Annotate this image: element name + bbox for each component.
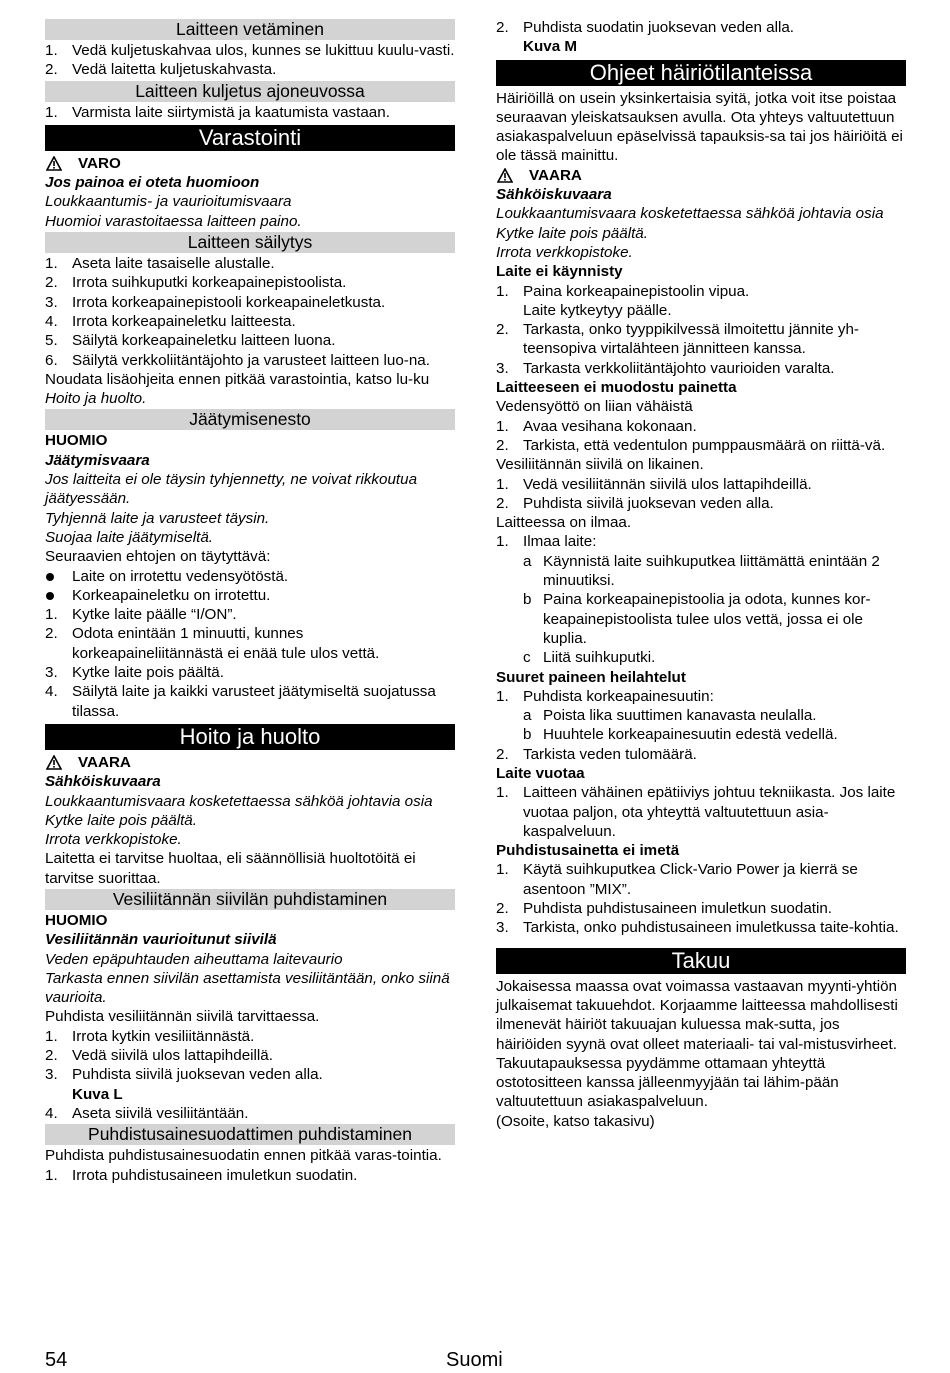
text-line: Kytke laite pois päältä. — [45, 811, 197, 829]
list-item — [45, 605, 455, 624]
bullet-item — [45, 586, 455, 605]
sublist-item — [496, 706, 906, 725]
text-line: Suojaa laite jäätymiseltä. — [45, 528, 213, 546]
notice-label: HUOMIO — [45, 432, 108, 450]
list-item — [496, 417, 906, 436]
warranty-text: Jokaisessa maassa ovat voimassa vastaavan myynti-yhtiön julkaisemat takuuehdot. Korjaamme laitteessa mahdollisesti ilmenevät häiriöt takuuajan kuluessa mak-sutta, jos häiriöiden syynä ovat olleet materiaali- tai val-mistusvirheet. Takuutapauksessa pyydämme ottamaan yhteyttä ostotositteen kanssa jälleenmyyjään tai lähim-pään valtuutettuun asiakaspalveluun. — [496, 977, 898, 1111]
notice-label: HUOMIO — [45, 911, 108, 929]
list-item-number: 3. — [496, 919, 509, 937]
list-item-text: Puhdista puhdistusaineen imuletkun suodatin. — [523, 900, 833, 918]
list-item-number: 5. — [45, 332, 58, 350]
list-kuljetus — [45, 103, 455, 122]
problem-title: Suuret paineen heilahtelut — [496, 668, 686, 686]
text-line: Irrota verkkopistoke. — [496, 243, 633, 261]
list-item — [496, 282, 906, 301]
list-item-number: a — [523, 552, 532, 570]
list-item-text: Irrota suihkuputki korkeapainepistoolista. — [72, 274, 347, 292]
sublist-item — [496, 725, 906, 744]
list-item — [45, 1166, 455, 1185]
list-item — [496, 359, 906, 378]
list-item-number: b — [523, 726, 532, 744]
list-item-text: Vedä kuljetuskahvaa ulos, kunnes se lukittuu kuulu-vasti. — [72, 42, 455, 59]
list-item-number: 1. — [45, 103, 58, 121]
list-item — [496, 436, 906, 455]
maintenance-text: Laitetta ei tarvitse huoltaa, eli säännöllisiä huoltotöitä ei tarvitse suorittaa. — [45, 850, 416, 887]
list-item-text: Odota enintään 1 minuutti, kunnes korkeapaineliitännästä ei enää tule ulos vettä. — [72, 625, 380, 662]
sublist-item — [496, 552, 906, 591]
list-suodatin — [45, 1166, 455, 1185]
list-item — [45, 624, 455, 663]
list-item — [496, 918, 906, 937]
text-line: Loukkaantumisvaara kosketettaessa sähköä johtavia osia — [45, 792, 433, 810]
warning-triangle-icon — [497, 168, 513, 183]
list-item-number: 4. — [45, 1104, 58, 1122]
list-item-text: Laitteen vähäinen epätiiviys johtuu tekniikasta. Jos laite vuotaa paljon, ota yhteyttä valtuutettuun asia-kaspalveluun. — [523, 784, 896, 840]
cause-text: Vesiliitännän siivilä on likainen. — [496, 456, 704, 474]
list-item-text: Liitä suihkuputki. — [543, 649, 656, 667]
list-item-number: 2. — [45, 61, 58, 79]
list-item-number: 4. — [45, 312, 58, 330]
list-item-text: Aseta laite tasaiselle alustalle. — [72, 255, 275, 273]
list-item-number: 2. — [496, 19, 509, 36]
list-item-text: Avaa vesihana kokonaan. — [523, 417, 697, 435]
heading-laitteen-vetaminen: Laitteen vetäminen — [45, 19, 455, 40]
list-item-text: Käytä suihkuputkea Click-Vario Power ja kierrä se asentoon ”MIX”. — [523, 861, 858, 898]
list-item-number: 2. — [496, 321, 509, 339]
list-item-number: 1. — [496, 784, 509, 802]
list-ei-kaynnisty — [496, 282, 906, 378]
warning-label: VARO — [45, 154, 455, 173]
list-item — [45, 254, 455, 273]
right-column — [496, 18, 906, 1131]
bullet-icon — [46, 592, 54, 600]
cause-text: Laitteessa on ilmaa. — [496, 514, 632, 532]
list-item-number: 1. — [496, 282, 509, 300]
text-line: Huomioi varastoitaessa laitteen paino. — [45, 212, 302, 230]
text-line: Jos laitteita ei ole täysin tyhjennetty, ne voivat rikkoutua jäätyessään. — [45, 471, 418, 508]
list-item — [496, 18, 906, 37]
problem-title: Laitteeseen ei muodostu painetta — [496, 379, 737, 397]
list-item-number: b — [523, 591, 532, 609]
list-item — [496, 301, 906, 320]
notice-title: Jäätymisvaara — [45, 451, 150, 469]
danger-text — [45, 792, 455, 850]
text-line: Tyhjennä laite ja varusteet täysin. — [45, 509, 270, 527]
heading-siivilan-puhdistaminen: Vesiliitännän siivilän puhdistaminen — [45, 889, 455, 910]
footer-language: Suomi — [446, 1349, 503, 1371]
notice-text — [45, 470, 455, 547]
list-item — [45, 41, 455, 60]
list-item-number: 1. — [45, 1027, 58, 1045]
list-item-text: Käynnistä laite suihkuputkea liittämättä enintään 2 minuutiksi. — [543, 552, 880, 590]
list-item — [45, 312, 455, 331]
text-line: Kytke laite pois päältä. — [496, 224, 648, 242]
problem-title: Laite ei käynnisty — [496, 263, 623, 281]
warning-triangle-icon — [46, 755, 62, 770]
list-item-text: Irrota puhdistusaineen imuletkun suodatin. — [72, 1166, 358, 1184]
left-column — [45, 18, 455, 1185]
list-item-number: 2. — [45, 274, 58, 292]
list-item-text: Puhdista suodatin juoksevan veden alla. — [523, 19, 795, 36]
list-item — [45, 273, 455, 292]
list-item-number: 2. — [45, 625, 58, 643]
list-vetaminen — [45, 41, 455, 80]
list-item-number: 1. — [45, 1166, 58, 1184]
list-item-text: Tarkasta, onko tyyppikilvessä ilmoitettu jännite yh-teensopiva virtalähteen jännitteen kanssa. — [523, 321, 859, 358]
list-heilahtelut-cont — [496, 745, 906, 764]
page-number: 54 — [45, 1349, 68, 1371]
list-item-number: 3. — [496, 359, 509, 377]
heading-kuljetus-ajoneuvossa: Laitteen kuljetus ajoneuvossa — [45, 81, 455, 102]
heading-hairiotilanteet: Ohjeet häiriötilanteissa — [496, 60, 906, 86]
strainer-intro: Puhdista vesiliitännän siivilä tarvittaessa. — [45, 1008, 320, 1026]
text-line: Veden epäpuhtauden aiheuttama laitevaurio — [45, 950, 343, 968]
list-item-text: Varmista laite siirtymistä ja kaatumista vastaan. — [72, 103, 390, 121]
list-vuotaa — [496, 783, 906, 841]
list-item-text: Säilytä laite ja kaikki varusteet jäätymiseltä suojatussa tilassa. — [72, 683, 436, 720]
list-item-number: 4. — [45, 683, 58, 701]
list-item — [45, 1027, 455, 1046]
bullet-text: Korkeapaineletku on irrotettu. — [72, 586, 271, 604]
list-item-number: 1. — [45, 606, 58, 624]
list-sailytys — [45, 254, 455, 370]
list-cause-1 — [496, 417, 906, 456]
list-item-text: Ilmaa laite: — [523, 533, 597, 551]
filter-intro: Puhdista puhdistusainesuodatin ennen pitkää varas-tointia. — [45, 1147, 442, 1165]
troubleshooting-intro: Häiriöillä on usein yksinkertaisia syitä, jotka voit itse poistaa seuraavan yleiskatsauksen avulla. Ota yhteys valtuutettuun asiakaspalveluun epäselvissä tapauksis-sa tai jos häiriöitä ei ole tässä mainittu. — [496, 89, 903, 165]
list-item — [496, 475, 906, 494]
list-cause-2 — [496, 475, 906, 514]
cause-text: Vedensyöttö on liian vähäistä — [496, 398, 693, 416]
list-item — [45, 1046, 455, 1065]
figure-reference: Kuva M — [523, 38, 578, 56]
list-item-number: 2. — [496, 436, 509, 454]
list-item-text: Irrota kytkin vesiliitännästä. — [72, 1027, 255, 1045]
list-item-number: 1. — [45, 42, 58, 59]
conditions-list — [45, 567, 455, 606]
text-line: Tarkasta ennen siivilän asettamista vesiliitäntään, onko siinä vaurioita. — [45, 969, 450, 1007]
list-item-text: Irrota korkeapainepistooli korkeapaineletkusta. — [72, 293, 386, 311]
heading-hoito-ja-huolto: Hoito ja huolto — [45, 724, 455, 750]
list-item — [45, 60, 455, 79]
list-item — [45, 351, 455, 370]
list-item-number: 6. — [45, 351, 58, 369]
list-item-number: 1. — [496, 687, 509, 705]
storage-note: Noudata lisäohjeita ennen pitkää varastointia, katso lu-ku Hoito ja huolto. — [45, 370, 430, 408]
list-item-number: 1. — [496, 861, 509, 879]
list-item-number: 1. — [45, 255, 58, 273]
list-item-text: Laite kytkeytyy päälle. — [523, 301, 672, 319]
notice-title: Vesiliitännän vaurioitunut siivilä — [45, 931, 277, 949]
list-item-number: 3. — [45, 1066, 58, 1084]
warning-triangle-icon — [46, 156, 62, 171]
notice-text — [45, 950, 455, 1008]
list-item-number: 2. — [496, 494, 509, 512]
list-item-text: Paina korkeapainepistoolin vipua. — [523, 282, 750, 300]
list-item — [45, 1104, 455, 1123]
danger-label: VAARA — [45, 753, 455, 772]
list-item-text: Vedä siivilä ulos lattapihdeillä. — [72, 1047, 273, 1065]
heading-varastointi: Varastointi — [45, 125, 455, 151]
sublist-item — [496, 648, 906, 667]
list-item-text: Tarkasta verkkoliitäntäjohto vaurioiden varalta. — [523, 359, 835, 377]
text-line: Irrota verkkopistoke. — [45, 831, 182, 849]
warning-title: Jos painoa ei oteta huomioon — [45, 174, 260, 192]
list-item — [45, 103, 455, 122]
list-item-text: Puhdista korkeapainesuutin: — [523, 687, 714, 705]
list-item-text: Huuhtele korkeapainesuutin edestä vedellä. — [543, 726, 838, 744]
list-item-number: a — [523, 707, 532, 725]
warranty-address: (Osoite, katso takasivu) — [496, 1112, 655, 1130]
list-item-text: Irrota korkeapaineletku laitteesta. — [72, 312, 296, 330]
list-item-text: Vedä vesiliitännän siivilä ulos lattapihdeillä. — [523, 475, 812, 493]
heading-suodattimen-puhdistaminen: Puhdistusainesuodattimen puhdistaminen — [45, 1124, 455, 1145]
warning-text — [45, 192, 455, 231]
danger-title: Sähköiskuvaara — [45, 773, 161, 791]
list-suodatin-cont — [496, 18, 906, 37]
list-item-number: 2. — [45, 1047, 58, 1065]
list-item-text: Aseta siivilä vesiliitäntään. — [72, 1104, 249, 1122]
heading-takuu: Takuu — [496, 948, 906, 974]
list-item — [45, 682, 455, 721]
list-item — [496, 320, 906, 359]
problem-title: Puhdistusainetta ei imetä — [496, 842, 680, 860]
list-cause-3 — [496, 532, 906, 551]
list-item-text: Tarkista, onko puhdistusaineen imuletkussa taite-kohtia. — [523, 919, 899, 937]
conditions-intro: Seuraavien ehtojen on täytyttävä: — [45, 548, 271, 566]
list-jaatymisenesto — [45, 605, 455, 721]
figure-reference: Kuva L — [72, 1085, 123, 1103]
list-item-text: Paina korkeapainepistoolia ja odota, kunnes kor-keapainepistoolista tulee ulos vettä, jossa ei ole kuplia. — [543, 591, 871, 647]
list-item-number: 3. — [45, 293, 58, 311]
list-item — [45, 331, 455, 350]
danger-label: VAARA — [496, 166, 906, 185]
list-item — [496, 687, 906, 706]
list-heilahtelut — [496, 687, 906, 706]
sublist-item — [496, 590, 906, 648]
list-item-text: Tarkista, että vedentulon pumppausmäärä on riittä-vä. — [523, 436, 886, 454]
sublist-heilahtelut — [496, 706, 906, 745]
bullet-icon — [46, 573, 54, 581]
text-line: Loukkaantumis- ja vaurioitumisvaara — [45, 193, 292, 211]
list-ei-imeta — [496, 860, 906, 937]
list-item — [496, 745, 906, 764]
danger-text — [496, 204, 906, 262]
heading-sailytys: Laitteen säilytys — [45, 232, 455, 253]
text-line: Loukkaantumisvaara kosketettaessa sähköä johtavia osia — [496, 205, 884, 223]
list-item-text: Tarkista veden tulomäärä. — [523, 745, 697, 763]
list-item-text: Puhdista siivilä juoksevan veden alla. — [72, 1066, 323, 1084]
list-item-text: Kytke laite pois päältä. — [72, 664, 224, 682]
list-item — [496, 899, 906, 918]
list-item-text: Säilytä korkeapaineletku laitteen luona. — [72, 332, 336, 350]
list-item — [45, 663, 455, 682]
list-item — [496, 532, 906, 551]
sublist-cause-3 — [496, 552, 906, 668]
list-item-text: Poista lika suuttimen kanavasta neulalla. — [543, 707, 817, 725]
list-item — [45, 1065, 455, 1084]
list-item-number: 2. — [496, 900, 509, 918]
heading-jaatymisenesto: Jäätymisenesto — [45, 409, 455, 430]
problem-title: Laite vuotaa — [496, 764, 585, 782]
list-siivila — [45, 1027, 455, 1085]
danger-title: Sähköiskuvaara — [496, 186, 612, 204]
list-item — [45, 293, 455, 312]
list-item — [496, 783, 906, 841]
list-item-text: Kytke laite päälle “I/ON”. — [72, 606, 237, 624]
list-item-number: c — [523, 649, 531, 667]
list-item-number: 2. — [496, 745, 509, 763]
list-siivila-cont — [45, 1104, 455, 1123]
list-item — [496, 860, 906, 899]
list-item-text: Puhdista siivilä juoksevan veden alla. — [523, 494, 774, 512]
list-item — [496, 494, 906, 513]
list-item-number: 1. — [496, 475, 509, 493]
bullet-item — [45, 567, 455, 586]
list-item-number: 1. — [496, 417, 509, 435]
list-item-number: 1. — [496, 533, 509, 551]
bullet-text: Laite on irrotettu vedensyötöstä. — [72, 567, 289, 585]
list-item-text: Vedä laitetta kuljetuskahvasta. — [72, 61, 277, 79]
list-item-text: Säilytä verkkoliitäntäjohto ja varusteet laitteen luo-na. — [72, 351, 430, 369]
list-item-number: 3. — [45, 664, 58, 682]
